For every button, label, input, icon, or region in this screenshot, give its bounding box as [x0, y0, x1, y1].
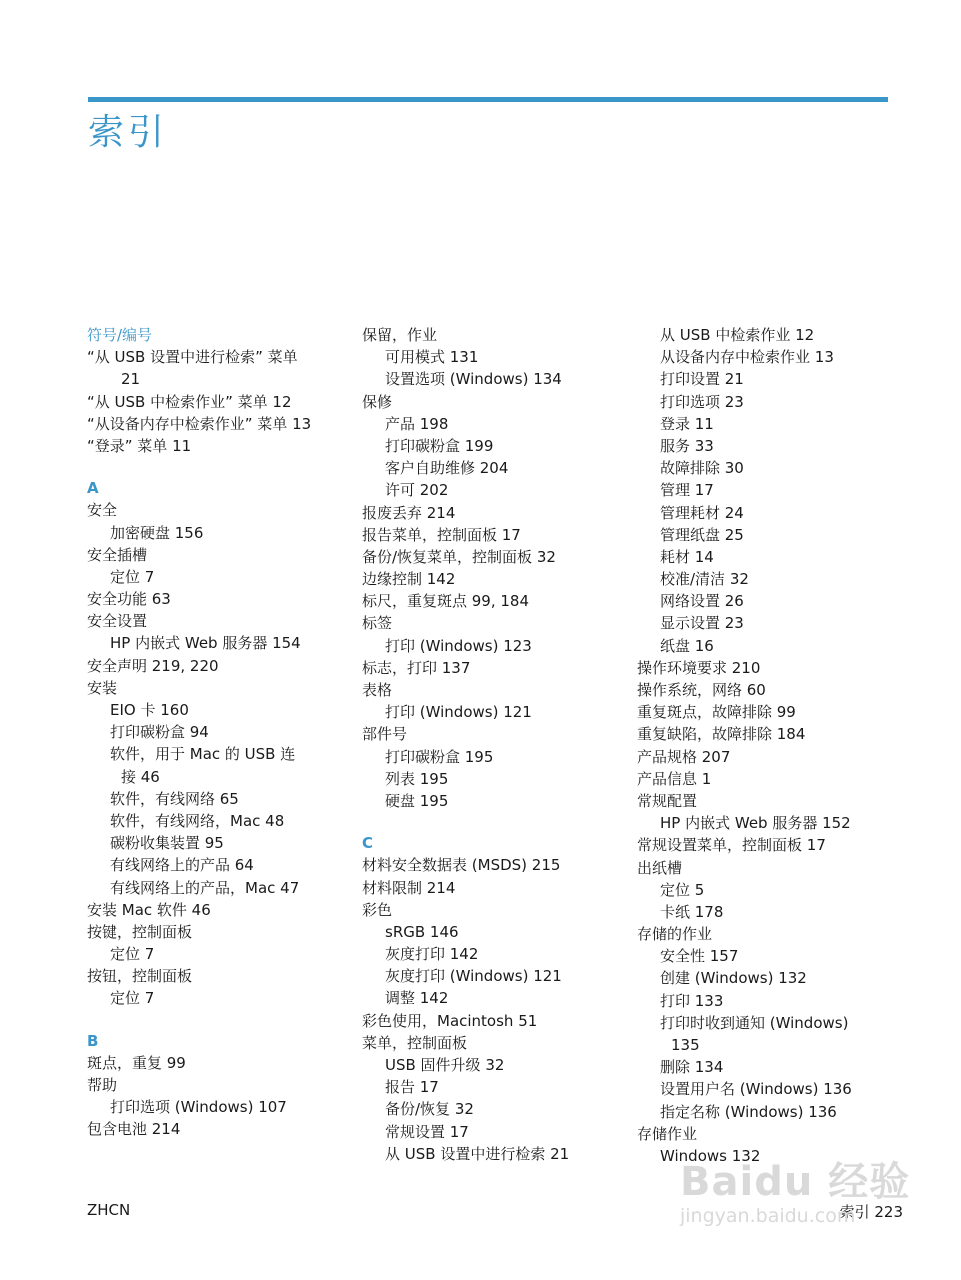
index-entry: 安装 — [87, 678, 118, 697]
index-entry: 创建 (Windows) 132 — [660, 969, 807, 988]
index-entry: 备份/恢复 32 — [385, 1100, 474, 1119]
index-entry: 打印 (Windows) 123 — [385, 636, 532, 655]
index-entry: 报告 17 — [385, 1078, 439, 1097]
index-entry: 打印时收到通知 (Windows) — [660, 1013, 849, 1032]
index-entry: 碳粉收集装置 95 — [110, 834, 224, 853]
index-entry: 从 USB 中检索作业 12 — [660, 326, 815, 344]
index-entry: 按键，控制面板 — [87, 922, 193, 941]
index-entry: 定位 7 — [110, 945, 155, 964]
page-title: 索引 — [88, 112, 169, 153]
index-entry: 产品规格 207 — [637, 747, 731, 766]
section-gap — [362, 812, 632, 832]
index-entry: 打印设置 21 — [660, 370, 744, 389]
index-column-1 — [87, 324, 357, 1141]
index-entry: 打印选项 (Windows) 107 — [110, 1098, 287, 1117]
watermark-brand: Baidu 经验 — [680, 1159, 911, 1205]
index-entry: 安全设置 — [87, 612, 148, 631]
index-entry: 安装 Mac 软件 46 — [87, 900, 211, 919]
index-entry: “登录” 菜单 11 — [87, 436, 192, 455]
index-entry: 产品 198 — [385, 414, 449, 433]
index-entry: 操作系统，网络 60 — [637, 681, 766, 699]
section-heading: 符号/编号 — [87, 326, 153, 344]
index-entry: 指定名称 (Windows) 136 — [660, 1102, 837, 1121]
title-rule — [88, 97, 888, 102]
index-entry: 灰度打印 142 — [385, 945, 479, 964]
index-entry: 斑点，重复 99 — [87, 1053, 186, 1072]
index-entry: Windows 132 — [660, 1146, 761, 1165]
index-entry: 打印 133 — [660, 991, 724, 1010]
index-entry: 材料限制 214 — [362, 878, 456, 897]
index-entry: 重复缺陷，故障排除 184 — [637, 725, 806, 744]
footer-page-number: 索引 223 — [839, 1203, 903, 1221]
index-entry: 安全 — [87, 501, 118, 520]
watermark-url: jingyan.baidu.com — [680, 1205, 856, 1227]
section-heading: A — [87, 479, 99, 498]
index-entry: 保修 — [362, 392, 393, 411]
index-entry: 135 — [671, 1036, 700, 1054]
index-entry: 表格 — [362, 681, 393, 699]
index-entry: 硬盘 195 — [385, 791, 449, 810]
index-entry: 打印 (Windows) 121 — [385, 703, 532, 722]
index-entry: 安全功能 63 — [87, 590, 171, 609]
index-entry: 登录 11 — [660, 414, 714, 433]
index-entry: 部件号 — [362, 725, 408, 744]
index-entry: 管理纸盘 25 — [660, 525, 744, 544]
index-entry: 边缘控制 142 — [362, 570, 456, 589]
index-column-3 — [637, 324, 907, 1167]
index-entry: 安全性 157 — [660, 947, 739, 966]
index-entry: 许可 202 — [385, 481, 449, 500]
footer-locale: ZHCN — [87, 1201, 131, 1219]
index-entry: 打印选项 23 — [660, 392, 744, 411]
index-entry: 设置用户名 (Windows) 136 — [660, 1080, 852, 1099]
index-entry: 软件，有线网络 65 — [110, 789, 239, 808]
index-entry: 常规设置 17 — [385, 1122, 469, 1141]
index-entry: “从设备内存中检索作业” 菜单 13 — [87, 414, 312, 433]
index-entry: HP 内嵌式 Web 服务器 152 — [660, 814, 851, 833]
index-entry: 常规设置菜单，控制面板 17 — [637, 836, 826, 855]
index-entry: 彩色使用，Macintosh 51 — [362, 1011, 538, 1030]
index-entry: 故障排除 30 — [660, 459, 744, 478]
index-entry: 接 46 — [121, 767, 160, 786]
section-gap — [87, 457, 357, 477]
index-entry: 打印碳粉盒 94 — [110, 723, 209, 742]
index-entry: 安全插槽 — [87, 545, 148, 564]
index-entry: 网络设置 26 — [660, 592, 744, 611]
index-entry: 管理 17 — [660, 481, 714, 500]
index-entry: 灰度打印 (Windows) 121 — [385, 967, 562, 986]
index-entry: 从设备内存中检索作业 13 — [660, 348, 834, 367]
index-entry: 标志，打印 137 — [362, 658, 471, 677]
index-entry: 加密硬盘 156 — [110, 523, 204, 542]
index-entry: 定位 7 — [110, 989, 155, 1008]
index-entry: 操作环境要求 210 — [637, 658, 761, 677]
index-entry: 从 USB 设置中进行检索 21 — [385, 1144, 570, 1163]
index-entry: 安全声明 219, 220 — [87, 656, 219, 675]
index-entry: 有线网络上的产品，Mac 47 — [110, 878, 300, 897]
index-entry: “从 USB 中检索作业” 菜单 12 — [87, 392, 292, 411]
index-entry: 帮助 — [87, 1076, 118, 1094]
index-entry: 保留，作业 — [362, 326, 438, 344]
index-entry: 客户自助维修 204 — [385, 459, 509, 478]
index-entry: sRGB 146 — [385, 922, 459, 941]
index-entry: 常规配置 — [637, 791, 698, 810]
index-entry: 存储作业 — [637, 1124, 698, 1143]
index-entry: 软件，有线网络，Mac 48 — [110, 811, 285, 830]
index-entry: 标签 — [362, 614, 393, 633]
index-entry: 菜单，控制面板 — [362, 1033, 468, 1052]
index-entry: 定位 7 — [110, 567, 155, 586]
index-entry: 设置选项 (Windows) 134 — [385, 370, 562, 389]
index-entry: 打印碳粉盒 195 — [385, 747, 494, 766]
index-column-2 — [362, 324, 632, 1165]
section-heading: B — [87, 1031, 99, 1050]
index-entry: USB 固件升级 32 — [385, 1056, 505, 1074]
index-entry: 卡纸 178 — [660, 902, 724, 921]
index-entry: 报告菜单，控制面板 17 — [362, 525, 521, 544]
index-entry: 报废丢弃 214 — [362, 503, 456, 522]
index-entry: 标尺，重复斑点 99, 184 — [362, 592, 530, 611]
baidu-watermark — [680, 1160, 920, 1260]
index-entry: 出纸槽 — [637, 858, 683, 877]
index-entry: EIO 卡 160 — [110, 701, 189, 719]
index-entry: HP 内嵌式 Web 服务器 154 — [110, 634, 301, 653]
index-entry: 21 — [121, 370, 141, 389]
index-entry: 打印碳粉盒 199 — [385, 436, 494, 455]
index-entry: 产品信息 1 — [637, 769, 712, 788]
index-entry: 彩色 — [362, 900, 393, 919]
index-entry: 列表 195 — [385, 769, 449, 788]
index-entry: 显示设置 23 — [660, 614, 744, 633]
index-entry: 可用模式 131 — [385, 348, 479, 367]
index-entry: 管理耗材 24 — [660, 503, 744, 522]
index-entry: 备份/恢复菜单，控制面板 32 — [362, 547, 556, 566]
index-entry: 材料安全数据表 (MSDS) 215 — [362, 856, 561, 875]
index-entry: 删除 134 — [660, 1058, 724, 1077]
section-heading: C — [362, 834, 374, 853]
section-gap — [87, 1010, 357, 1030]
index-entry: 重复斑点，故障排除 99 — [637, 703, 796, 722]
index-entry: 存储的作业 — [637, 925, 713, 944]
index-entry: 耗材 14 — [660, 547, 714, 566]
index-entry: 软件，用于 Mac 的 USB 连 — [110, 745, 296, 764]
index-entry: 包含电池 214 — [87, 1120, 181, 1139]
index-entry: 定位 5 — [660, 880, 705, 899]
index-entry: 按钮，控制面板 — [87, 967, 193, 986]
index-entry: 纸盘 16 — [660, 636, 714, 655]
index-entry: 有线网络上的产品 64 — [110, 856, 254, 875]
index-entry: 调整 142 — [385, 989, 449, 1008]
index-entry: “从 USB 设置中进行检索” 菜单 — [87, 348, 298, 367]
index-entry: 服务 33 — [660, 436, 714, 455]
index-entry: 校准/清洁 32 — [660, 570, 749, 589]
